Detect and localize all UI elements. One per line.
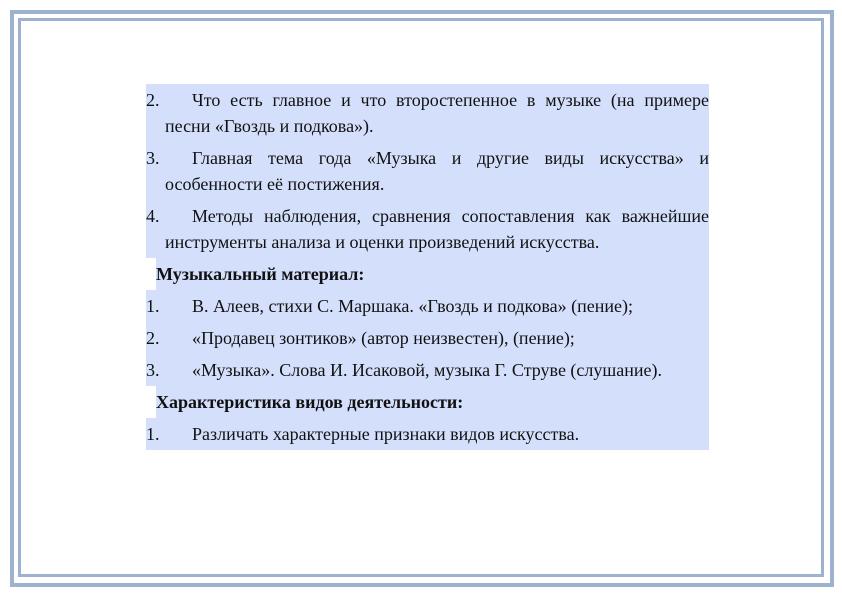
heading-gap — [146, 386, 156, 418]
list-item — [146, 322, 709, 354]
list-text: «Музыка». Слова И. Исаковой, музыка Г. Струве (слушание). — [192, 360, 662, 380]
section-heading-row — [146, 386, 709, 418]
music-material-list — [146, 290, 709, 386]
list-number: 2. — [146, 328, 160, 348]
heading-gap — [146, 258, 156, 290]
list-number: 3. — [146, 360, 160, 380]
list-item — [146, 84, 709, 142]
list-text: Различать характерные признаки видов искусства. — [192, 424, 580, 444]
list-text: В. Алеев, стихи С. Маршака. «Гвоздь и подкова» (пение); — [192, 296, 633, 316]
list-number: 2. — [146, 90, 160, 110]
activities-list — [146, 418, 709, 450]
list-text: Методы наблюдения, сравнения сопоставления как важнейшие инструменты анализа и оценки произведений искусства. — [165, 206, 709, 252]
list-number: 4. — [146, 206, 160, 226]
list-text: «Продавец зонтиков» (автор неизвестен), (пение); — [192, 328, 575, 348]
section-heading-music-material: Музыкальный материал: — [156, 258, 709, 290]
section-heading-activities: Характеристика видов деятельности: — [156, 386, 709, 418]
list-number: 1. — [146, 296, 160, 316]
topics-list — [146, 84, 709, 258]
list-item — [146, 142, 709, 200]
list-number: 3. — [146, 148, 160, 168]
list-item — [146, 290, 709, 322]
section-heading-row — [146, 258, 709, 290]
list-item — [146, 354, 709, 386]
content-area — [146, 84, 709, 450]
list-number: 1. — [146, 424, 160, 444]
list-item — [146, 418, 709, 450]
list-item — [146, 200, 709, 258]
list-text: Что есть главное и что второстепенное в музыке (на примере песни «Гвоздь и подкова»). — [165, 90, 709, 136]
list-text: Главная тема года «Музыка и другие виды искусства» и особенности её постижения. — [165, 148, 709, 194]
